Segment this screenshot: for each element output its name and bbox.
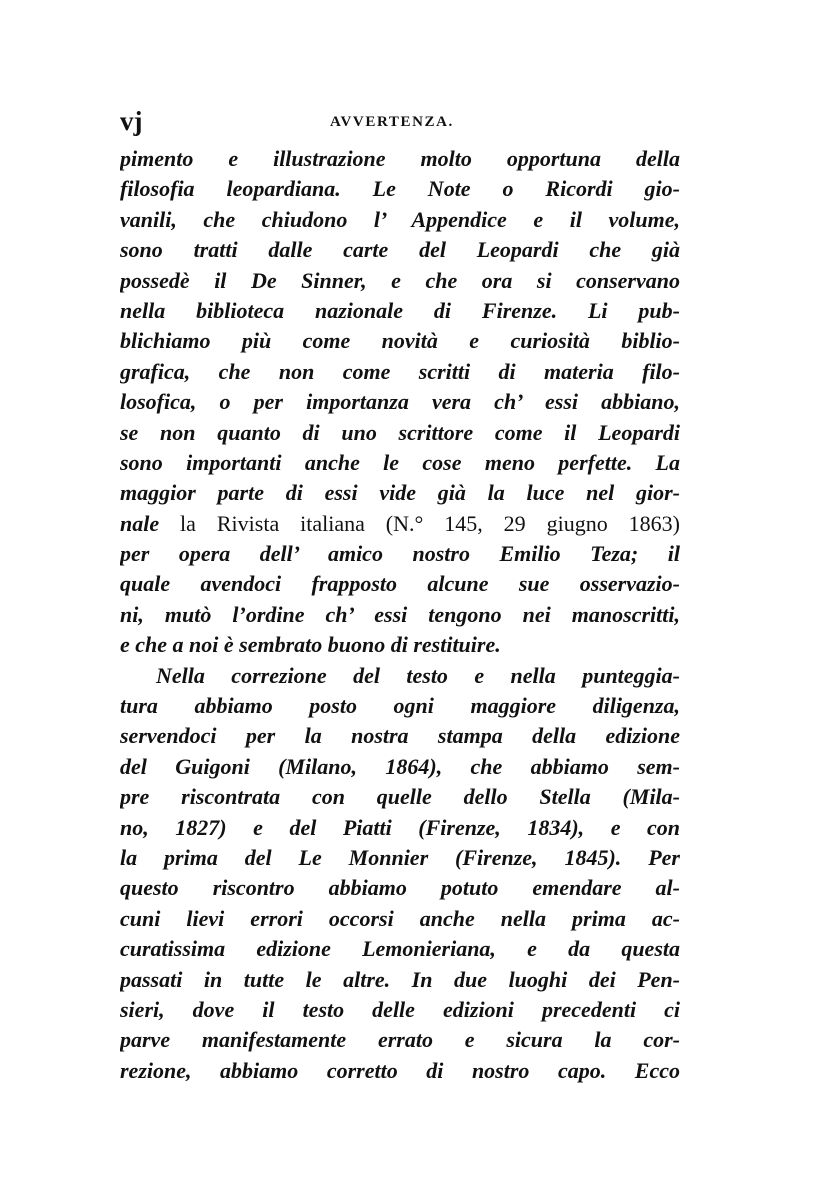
text-line: sieri, dove il testo delle edizioni precedenti ci <box>120 996 680 1022</box>
text-line: cuni lievi errori occorsi anche nella prima ac- <box>120 905 680 931</box>
paragraph-last-line: e che a noi è sembrato buono di restituire. <box>120 632 501 658</box>
text-line: vanili, che chiudono l’ Appendice e il volume, <box>120 206 680 232</box>
text-line: quale avendoci frapposto alcune sue osservazio- <box>120 571 680 597</box>
text-line: la prima del Le Monnier (Firenze, 1845). Per <box>120 844 680 870</box>
page-header <box>120 104 680 138</box>
text-line: del Guigoni (Milano, 1864), che abbiamo sem- <box>120 753 680 779</box>
text-line: grafica, che non come scritti di materia filo- <box>120 358 680 384</box>
text-line: losofica, o per importanza vera ch’ essi abbiano, <box>120 389 680 415</box>
roman-segment: la Rivista italiana (N.° 145, 29 giugno 1863) <box>159 510 680 536</box>
page-number: vj <box>120 106 143 136</box>
text-line: no, 1827) e del Piatti (Firenze, 1834), e con <box>120 814 680 840</box>
text-line: se non quanto di uno scrittore come il Leopardi <box>120 419 680 445</box>
text-line: parve manifestamente errato e sicura la cor- <box>120 1027 680 1053</box>
text-line: filosofia leopardiana. Le Note o Ricordi gio- <box>120 176 680 202</box>
text-line: per opera dell’ amico nostro Emilio Teza; il <box>120 541 680 567</box>
running-head: AVVERTENZA. <box>330 114 454 130</box>
text-line: maggior parte di essi vide già la luce nel gior- <box>120 480 680 506</box>
text-line: nella biblioteca nazionale di Firenze. Li pub- <box>120 297 680 323</box>
text-line: pimento e illustrazione molto opportuna della <box>120 146 680 171</box>
paragraph-first-line: Nella correzione del testo e nella punteggia- <box>156 662 680 688</box>
text-line: sono importanti anche le cose meno perfette. La <box>120 449 680 475</box>
text-line: blichiamo più come novità e curiosità biblio- <box>120 328 680 354</box>
text-line: passati in tutte le altre. In due luoghi dei Pen- <box>120 966 680 992</box>
text-line-mixed <box>120 509 680 539</box>
text-line: rezione, abbiamo corretto di nostro capo. Ecco <box>120 1057 680 1083</box>
text-line: tura abbiamo posto ogni maggiore diligenza, <box>120 693 680 719</box>
text-line: servendoci per la nostra stampa della edizione <box>120 723 680 749</box>
text-line: curatissima edizione Lemonieriana, e da questa <box>120 936 680 962</box>
text-line: ni, mutò l’ordine ch’ essi tengono nei manoscritti, <box>120 601 680 627</box>
italic-segment: nale <box>120 510 160 536</box>
text-line: questo riscontro abbiamo potuto emendare al- <box>120 875 680 901</box>
text-line: pre riscontrata con quelle dello Stella (Mila- <box>120 784 680 810</box>
text-line: sono tratti dalle carte del Leopardi che già <box>120 237 680 263</box>
body-text <box>120 144 680 1086</box>
text-line: possedè il De Sinner, e che ora si conservano <box>120 267 680 293</box>
